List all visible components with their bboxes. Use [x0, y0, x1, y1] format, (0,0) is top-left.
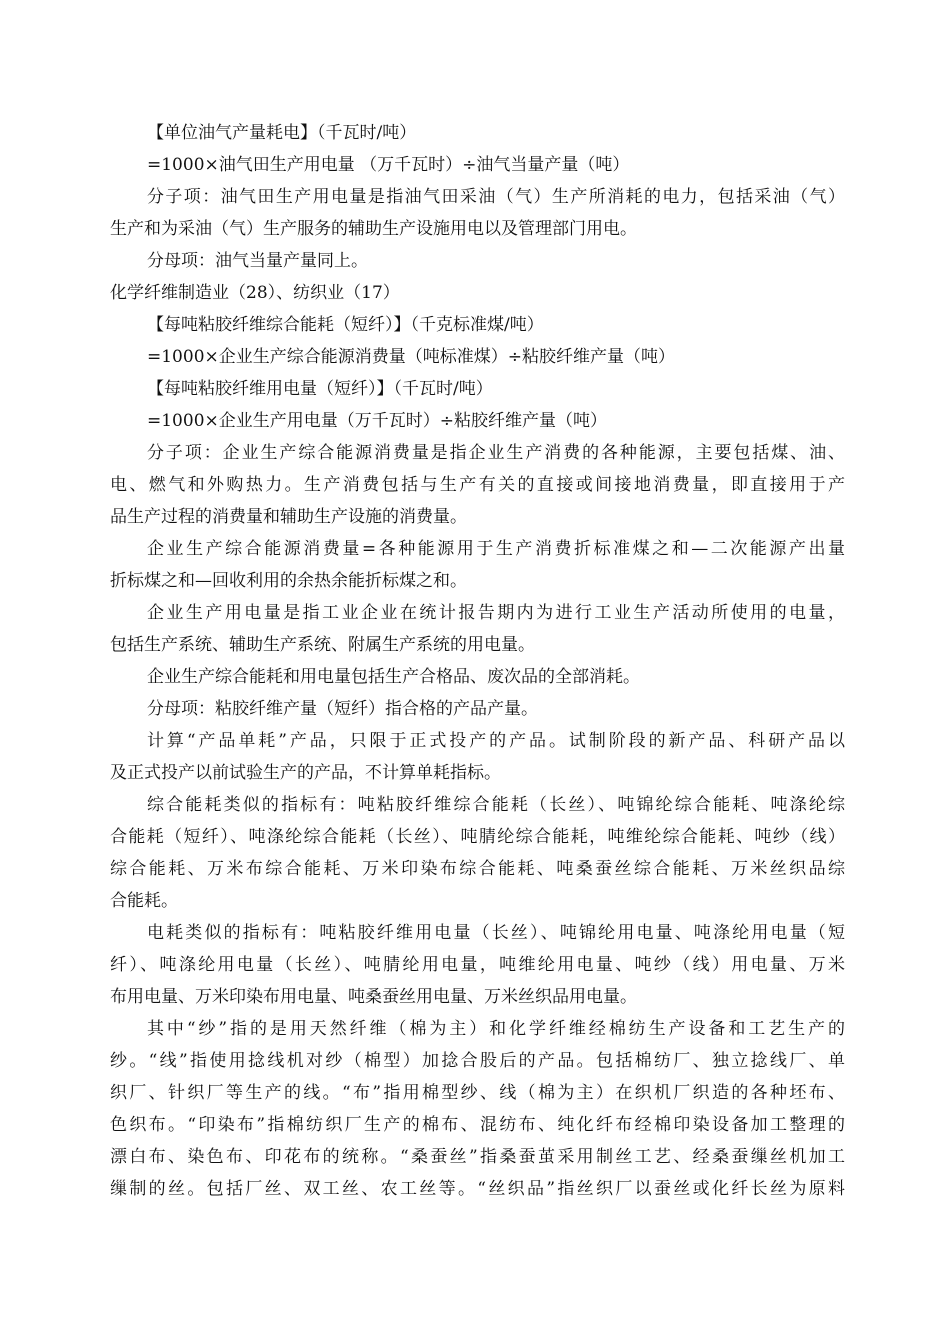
text-line: 计算“产品单耗”产品，只限于正式投产的产品。试制阶段的新产品、科研产品以: [147, 731, 845, 751]
text-line: 化学纤维制造业（28）、纺织业（17）: [110, 283, 400, 303]
text-line: 缫制的丝。包括厂丝、双工丝、农工丝等。“丝织品”指丝织厂以蚕丝或化纤长丝为原料: [110, 1179, 845, 1199]
text-line: =1000×油气田生产用电量 （万千瓦时）÷油气当量产量（吨）: [147, 155, 630, 175]
text-line: 及正式投产以前试验生产的产品，不计算单耗指标。: [110, 763, 501, 783]
text-line: 漂白布、染色布、印花布的统称。“桑蚕丝”指桑蚕茧采用制丝工艺、经桑蚕缫丝机加工: [110, 1147, 845, 1167]
text-line: 分母项：粘胶纤维产量（短纤）指合格的产品产量。: [147, 699, 538, 719]
text-line: 企业生产综合能耗和用电量包括生产合格品、废次品的全部消耗。: [147, 667, 640, 687]
text-line: 【每吨粘胶纤维综合能耗（短纤）】（千克标准煤/吨）: [147, 315, 544, 335]
text-line: 【单位油气产量耗电】（千瓦时/吨）: [147, 123, 417, 143]
text-line: 包括生产系统、辅助生产系统、附属生产系统的用电量。: [110, 635, 535, 655]
text-line: 【每吨粘胶纤维用电量（短纤）】（千瓦时/吨）: [147, 379, 493, 399]
text-line: 分母项：油气当量产量同上。: [147, 251, 368, 271]
text-line: 织厂、针织厂等生产的线。“布”指用棉型纱、线（棉为主）在织机厂织造的各种坯布、: [110, 1083, 845, 1103]
text-line: 企业生产综合能源消费量=各种能源用于生产消费折标准煤之和—二次能源产出量: [147, 539, 845, 559]
text-line: 分子项：企业生产综合能源消费量是指企业生产消费的各种能源，主要包括煤、油、: [147, 443, 845, 463]
text-line: 布用电量、万米印染布用电量、吨桑蚕丝用电量、万米丝织品用电量。: [110, 987, 637, 1007]
text-line: 综合能耗、万米布综合能耗、万米印染布综合能耗、吨桑蚕丝综合能耗、万米丝织品综: [110, 859, 845, 879]
text-line: 折标煤之和—回收利用的余热余能折标煤之和。: [110, 571, 467, 591]
text-line: 合能耗。: [110, 891, 178, 911]
text-line: 纤）、吨涤纶用电量（长丝）、吨腈纶用电量，吨维纶用电量、吨纱（线）用电量、万米: [110, 955, 845, 975]
text-line: 生产和为采油（气）生产服务的辅助生产设施用电以及管理部门用电。: [110, 219, 637, 239]
text-line: 电、燃气和外购热力。生产消费包括与生产有关的直接或间接地消费量，即直接用于产: [110, 475, 845, 495]
text-line: =1000×企业生产用电量（万千瓦时）÷粘胶纤维产量（吨）: [147, 411, 607, 431]
text-line: 合能耗（短纤）、吨涤纶综合能耗（长丝）、吨腈纶综合能耗，吨维纶综合能耗、吨纱（线）: [110, 827, 845, 847]
text-line: 色织布。“印染布”指棉纺织厂生产的棉布、混纺布、纯化纤布经棉印染设备加工整理的: [110, 1115, 845, 1135]
text-line: =1000×企业生产综合能源消费量（吨标准煤）÷粘胶纤维产量（吨）: [147, 347, 675, 367]
text-line: 综合能耗类似的指标有：吨粘胶纤维综合能耗（长丝）、吨锦纶综合能耗、吨涤纶综: [147, 795, 845, 815]
text-line: 其中“纱”指的是用天然纤维（棉为主）和化学纤维经棉纺生产设备和工艺生产的: [147, 1019, 845, 1039]
text-line: 分子项：油气田生产用电量是指油气田采油（气）生产所消耗的电力，包括采油（气）: [147, 187, 845, 207]
text-line: 企业生产用电量是指工业企业在统计报告期内为进行工业生产活动所使用的电量，: [147, 603, 845, 623]
document-body: [110, 117, 845, 1205]
text-line: 纱。“线”指使用捻线机对纱（棉型）加捻合股后的产品。包括棉纺厂、独立捻线厂、单: [110, 1051, 845, 1071]
text-line: 品生产过程的消费量和辅助生产设施的消费量。: [110, 507, 467, 527]
text-line: 电耗类似的指标有：吨粘胶纤维用电量（长丝）、吨锦纶用电量、吨涤纶用电量（短: [147, 923, 845, 943]
